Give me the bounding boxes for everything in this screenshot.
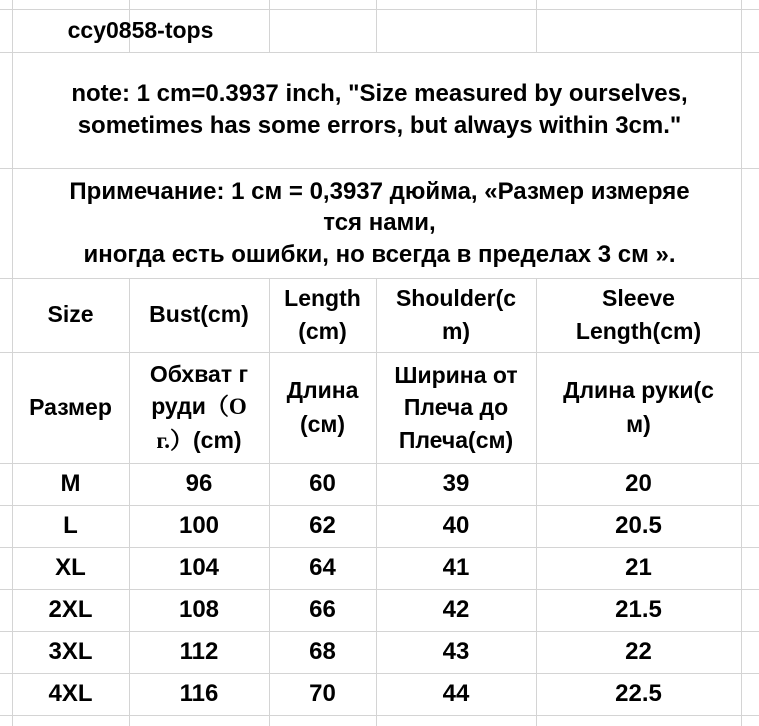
cell-bust: 112: [179, 637, 219, 665]
header-size: Size: [47, 301, 94, 328]
cell-size: L: [63, 511, 78, 539]
cell-sleeve: 20: [625, 469, 652, 497]
cell-bust: 104: [178, 553, 220, 581]
grid-line: [536, 0, 537, 52]
title-text: ccy0858-tops: [67, 16, 214, 43]
cell-sleeve: 21.5: [615, 595, 662, 623]
header-sleeve: Sleeve Length(cm): [575, 284, 702, 344]
product-code-title: [12, 9, 269, 52]
cell-size: M: [60, 469, 81, 497]
cell-length: 64: [309, 553, 336, 581]
cell-shoulder: 42: [442, 595, 470, 623]
cell-shoulder: 41: [442, 553, 470, 581]
cell-length: 62: [309, 511, 336, 539]
header-bust: Bust(cm): [149, 301, 249, 328]
cell-shoulder: 44: [442, 679, 470, 707]
cell-size: 4XL: [48, 679, 93, 707]
cell-bust: 108: [178, 595, 220, 623]
cell-sleeve: 20.5: [615, 511, 662, 539]
cell-length: 66: [309, 595, 336, 623]
header-bust-ru: Обхват г руди（О г.）(cm): [149, 361, 249, 453]
note-en-line: sometimes has some errors, but always within 3cm.": [77, 112, 682, 139]
cell-length: 68: [309, 637, 336, 665]
header-shoulder-ru: Ширина от Плеча до Плеча(см): [394, 362, 518, 453]
note-en-line: note: 1 cm=0.3937 inch, "Size measured by ourselves,: [71, 79, 688, 107]
grid-line: [376, 0, 377, 52]
cell-size: 3XL: [48, 637, 93, 665]
header-sleeve-ru: Длина руки(с м): [563, 377, 714, 437]
cell-sleeve: 22: [625, 637, 652, 665]
cell-bust: 96: [185, 469, 213, 497]
cell-size: XL: [55, 553, 86, 581]
grid-line: [0, 715, 759, 716]
cell-length: 70: [309, 679, 336, 707]
note-russian: [0, 168, 759, 278]
cell-shoulder: 39: [442, 469, 470, 497]
cell-shoulder: 40: [442, 511, 470, 539]
header-shoulder: Shoulder(c m): [395, 284, 517, 344]
note-ru-line: тся нами,: [323, 209, 436, 237]
header-length: Length (cm): [284, 284, 361, 344]
cell-bust: 116: [179, 679, 219, 707]
cell-bust: 100: [178, 511, 220, 539]
grid-line: [269, 0, 270, 52]
note-ru-line: Примечание: 1 см = 0,3937 дюйма, «Размер измеряе: [69, 178, 690, 206]
cell-shoulder: 43: [442, 637, 470, 665]
note-english: [0, 52, 759, 168]
cell-length: 60: [309, 469, 336, 497]
cell-size: 2XL: [48, 595, 93, 623]
note-ru-line: иногда есть ошибки, но всегда в пределах 3 см ».: [83, 240, 676, 268]
cell-sleeve: 21: [625, 553, 652, 581]
header-size-ru: Размер: [29, 393, 112, 420]
cell-sleeve: 22.5: [615, 679, 662, 707]
header-length-ru: Длина (см): [286, 377, 359, 437]
